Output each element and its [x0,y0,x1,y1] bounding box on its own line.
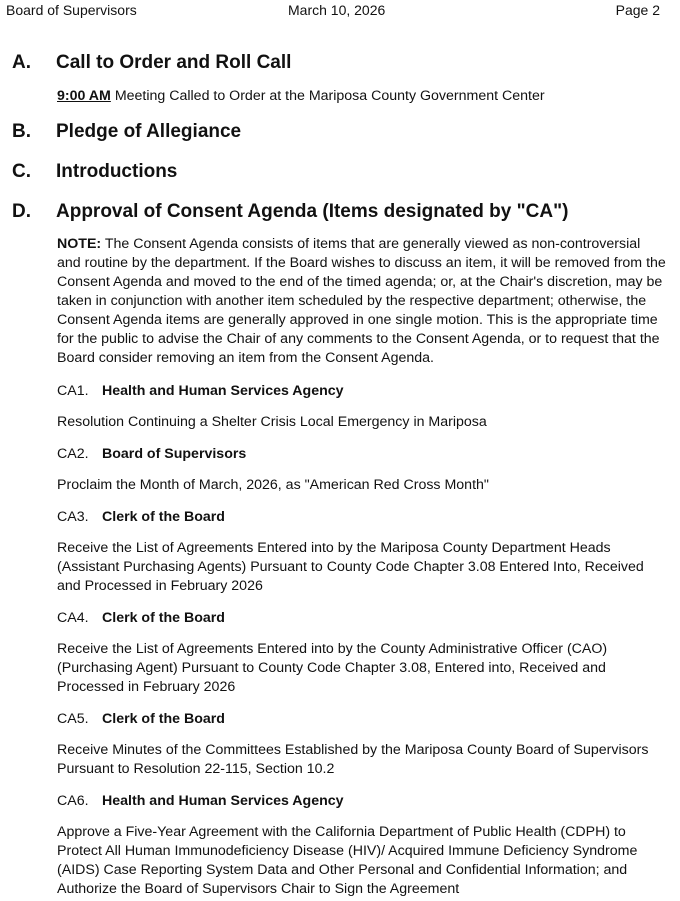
item-department: Clerk of the Board [102,509,225,525]
section-d-heading [12,201,568,223]
section-letter: C. [12,161,31,182]
item-department: Clerk of the Board [102,711,225,727]
agenda-item-ca3 [57,509,225,525]
consent-note [57,235,667,368]
item-department: Clerk of the Board [102,610,225,626]
section-letter: D. [12,201,31,222]
agenda-item-ca1 [57,383,344,399]
section-title: Approval of Consent Agenda (Items designated by "CA") [56,201,569,222]
section-title: Pledge of Allegiance [56,121,242,142]
item-number: CA5. [57,711,89,727]
meeting-time: 9:00 AM [57,88,111,104]
section-title: Introductions [56,161,178,182]
agenda-item-ca5 [57,711,225,727]
section-letter: B. [12,121,31,142]
section-a-text [57,87,667,106]
header-left: Board of Supervisors [6,2,137,18]
meeting-text: Meeting Called to Order at the Mariposa County Government Center [110,88,545,104]
item-description: Receive the List of Agreements Entered into by the Mariposa County Department Heads (Assistant Purchasing Agents) Pursuant to County Code Chapter 3.08 Entered Into, Received and Processed in February 2026 [57,540,644,594]
note-text: The Consent Agenda consists of items that are generally viewed as non-controversial and routine by the department. If the Board wishes to discuss an item, it will be removed from the Consent Agenda and moved to the end of the timed agenda; or, at the Chair's discretion, may be taken in conjunction with another item scheduled by the respective department; otherwise, the Consent Agenda items are generally approved in one single motion. This is the appropriate time for the public to advise the Chair of any comments to the Consent Agenda, or to request that the Board consider removing an item from the Consent Agenda. [57,236,666,366]
agenda-item-ca6 [57,793,344,809]
item-number: CA1. [57,383,89,399]
section-b-heading [12,121,241,143]
item-department: Health and Human Services Agency [102,793,344,809]
item-department: Board of Supervisors [102,446,247,462]
note-label: NOTE: [57,236,102,252]
item-number: CA6. [57,793,89,809]
item-description: Proclaim the Month of March, 2026, as "American Red Cross Month" [57,477,489,493]
item-number: CA4. [57,610,89,626]
item-number: CA2. [57,446,89,462]
section-title: Call to Order and Roll Call [56,52,292,73]
header-date: March 10, 2026 [288,2,386,18]
item-description: Receive Minutes of the Committees Established by the Mariposa County Board of Supervisors Pursuant to Resolution 22-115, Section 10.2 [57,742,649,777]
header-page: Page 2 [615,2,660,18]
item-description: Resolution Continuing a Shelter Crisis Local Emergency in Mariposa [57,414,487,430]
item-description: Approve a Five-Year Agreement with the California Department of Public Health (CDPH) to Protect All Human Immunodeficiency Disease (HIV)/ Acquired Immune Deficiency Syndrome (AIDS) Case Reporting System Data and Other Personal and Confidential Information; and Authorize the Board of Supervisors Chair to Sign the Agreement [57,824,638,897]
item-number: CA3. [57,509,89,525]
item-description: Receive the List of Agreements Entered into by the County Administrative Officer (CAO) (Purchasing Agent) Pursuant to County Code Chapter 3.08, Entered into, Received and Processed in February 2026 [57,641,608,695]
section-a-heading [12,52,291,74]
agenda-item-ca4 [57,610,225,626]
item-department: Health and Human Services Agency [102,383,344,399]
section-c-heading [12,161,177,183]
agenda-item-ca2 [57,446,246,462]
section-letter: A. [12,52,31,73]
